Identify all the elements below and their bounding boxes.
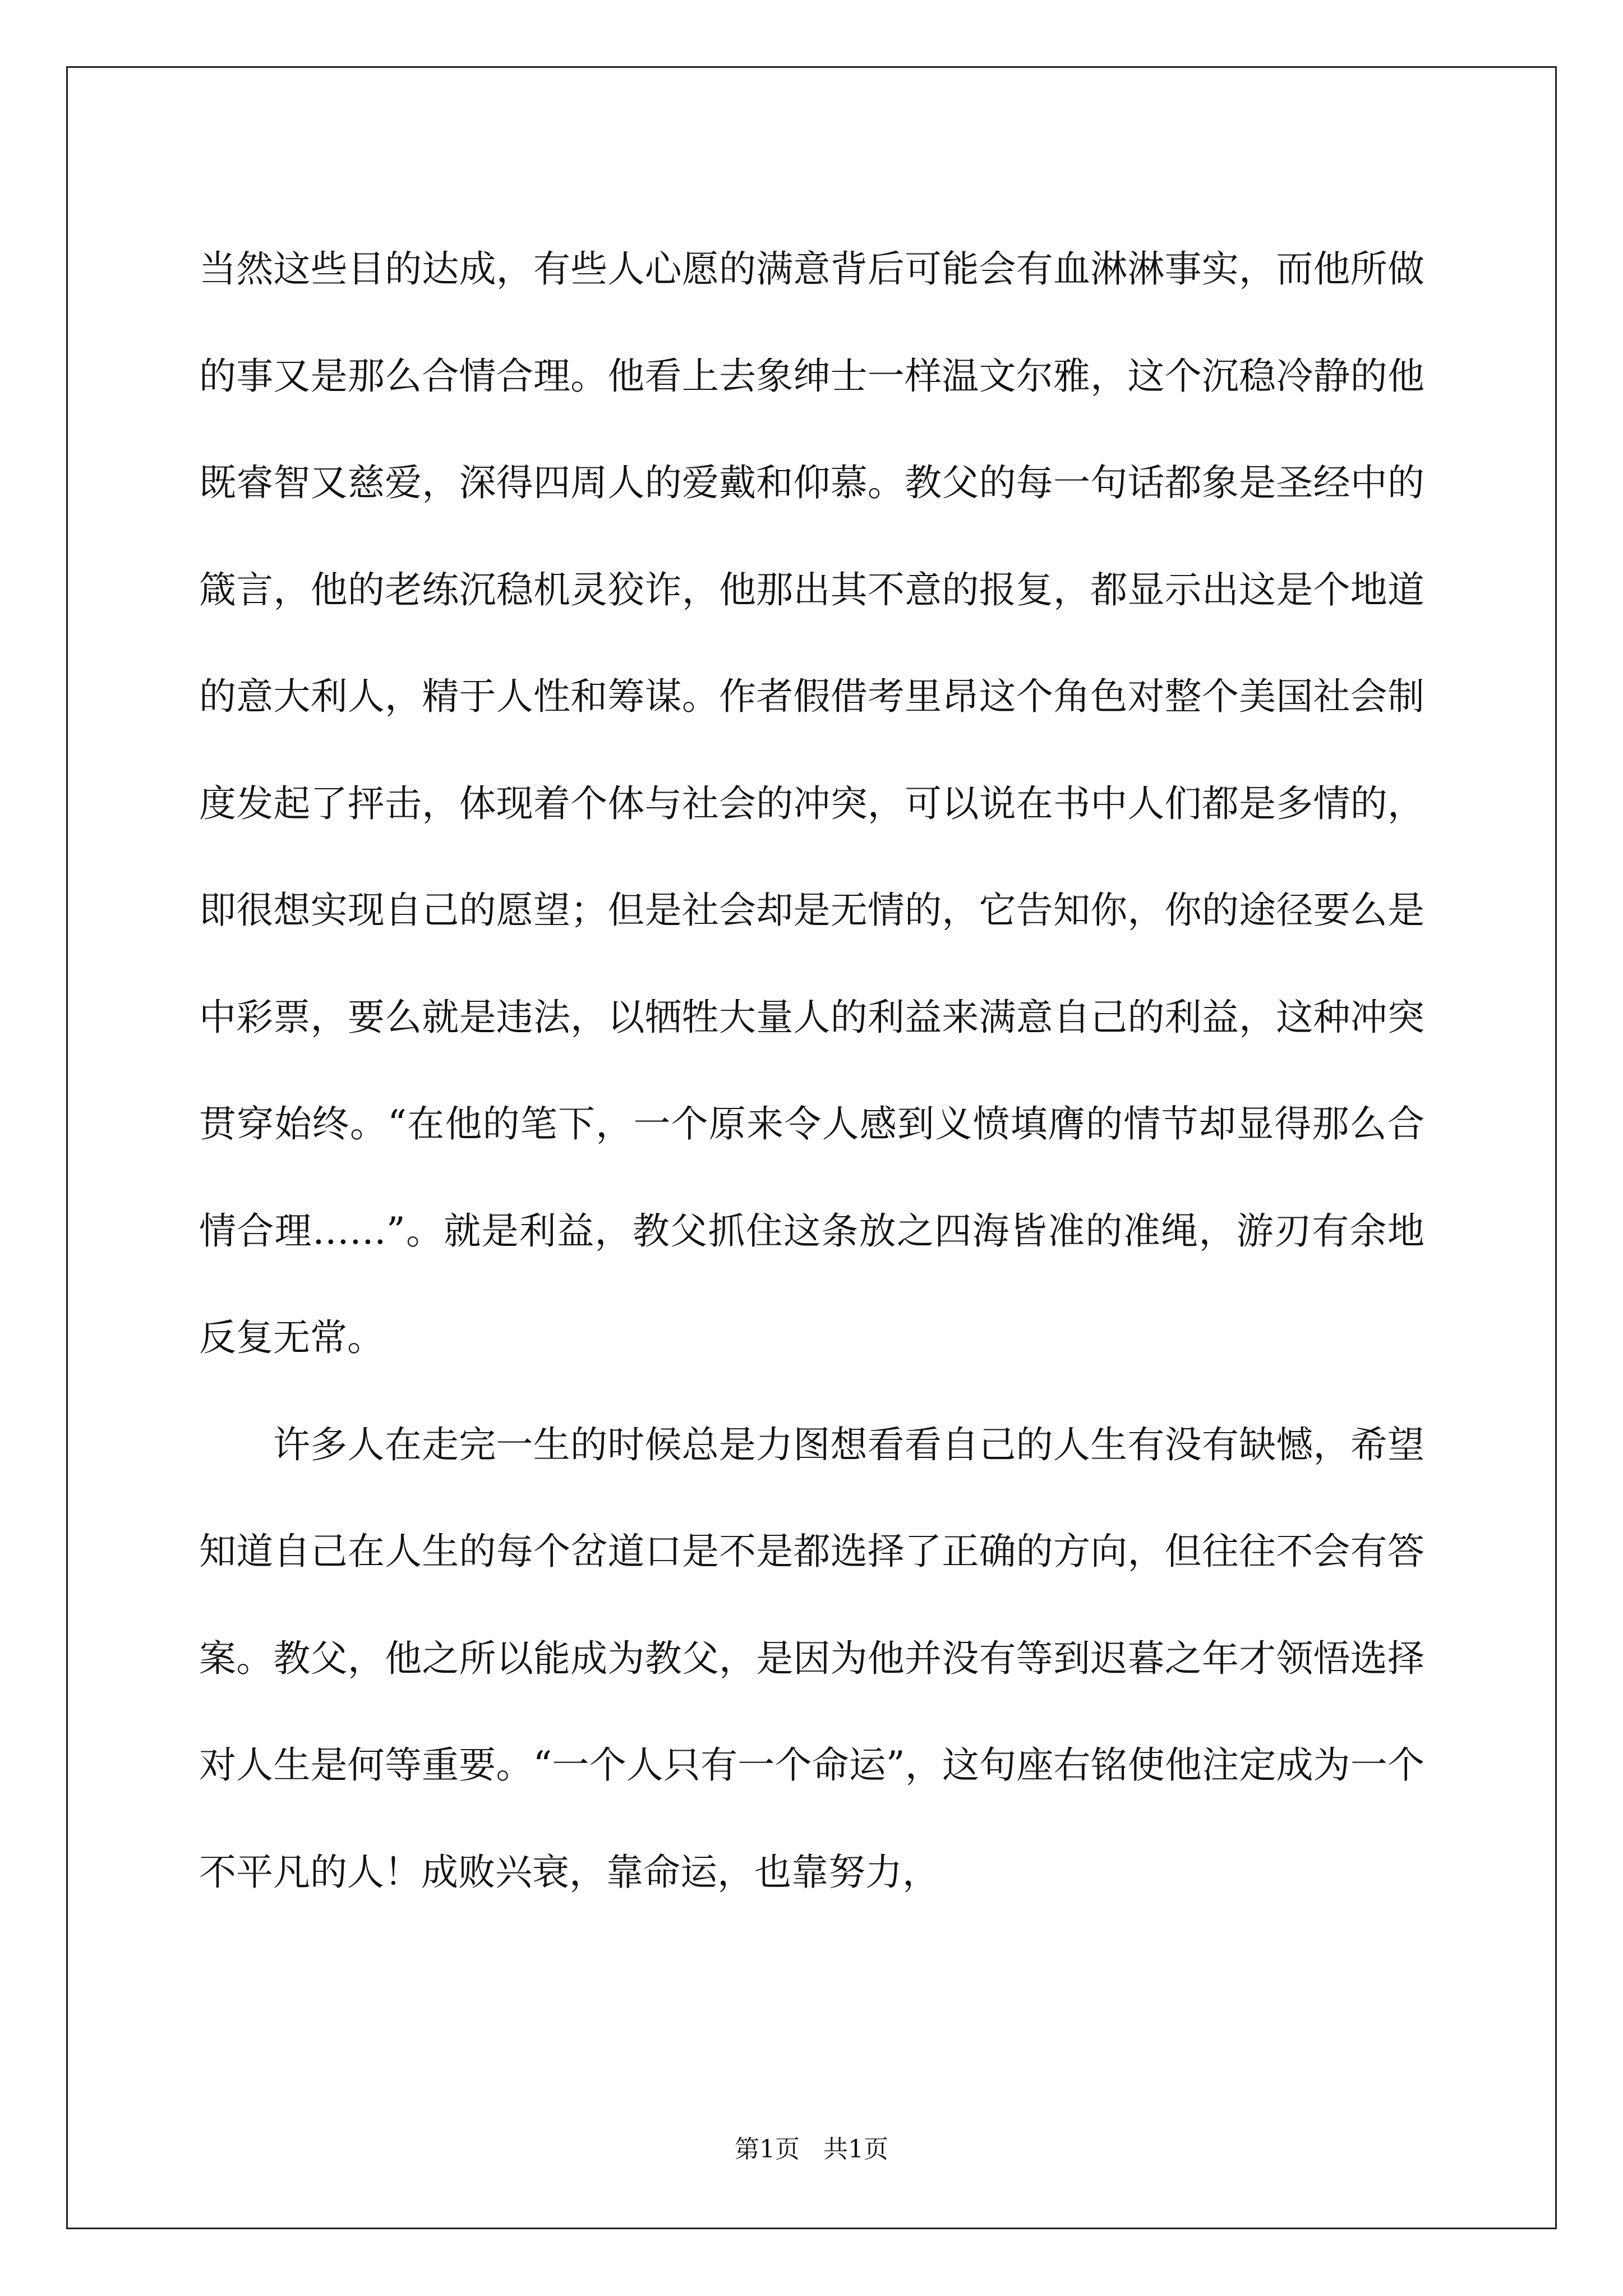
paragraph-1: 当然这些目的达成，有些人心愿的满意背后可能会有血淋淋事实，而他所做的事又是那么合情合理。他看上去象绅士一样温文尔雅，这个沉稳冷静的他既睿智又慈爱，深得四周人的爱戴和仰慕。教父的每一句话都象是圣经中的箴言，他的老练沉稳机灵狡诈，他那出其不意的报复，都显示出这是个地道的意大利人，精于人性和筹谋。作者假借考里昂这个角色对整个美国社会制度发起了抨击，体现着个体与社会的冲突，可以说在书中人们都是多情的，即很想实现自己的愿望；但是社会却是无情的，它告知你，你的途径要么是中彩票，要么就是违法，以牺牲大量人的利益来满意自己的利益，这种冲突贯穿始终。“在他的笔下，一个原来令人感到义愤填膺的情节却显得那么合情合理……”。就是利益，教父抓住这条放之四海皆准的准绳，游刃有余地反复无常。 [199,247,1424,1359]
paragraph-2: 许多人在走完一生的时候总是力图想看看自己的人生有没有缺憾，希望知道自己在人生的每个岔道口是不是都选择了正确的方向，但往往不会有答案。教父，他之所以能成为教父，是因为他并没有等到迟暮之年才领悟选择对人生是何等重要。“一个人只有一个命运”，这句座右铭使他注定成为一个不平凡的人！成败兴衰，靠命运，也靠努力， [199,1423,1424,1894]
document-body [199,216,1424,1926]
page-footer: 第1页 共1页 [735,2135,888,2164]
